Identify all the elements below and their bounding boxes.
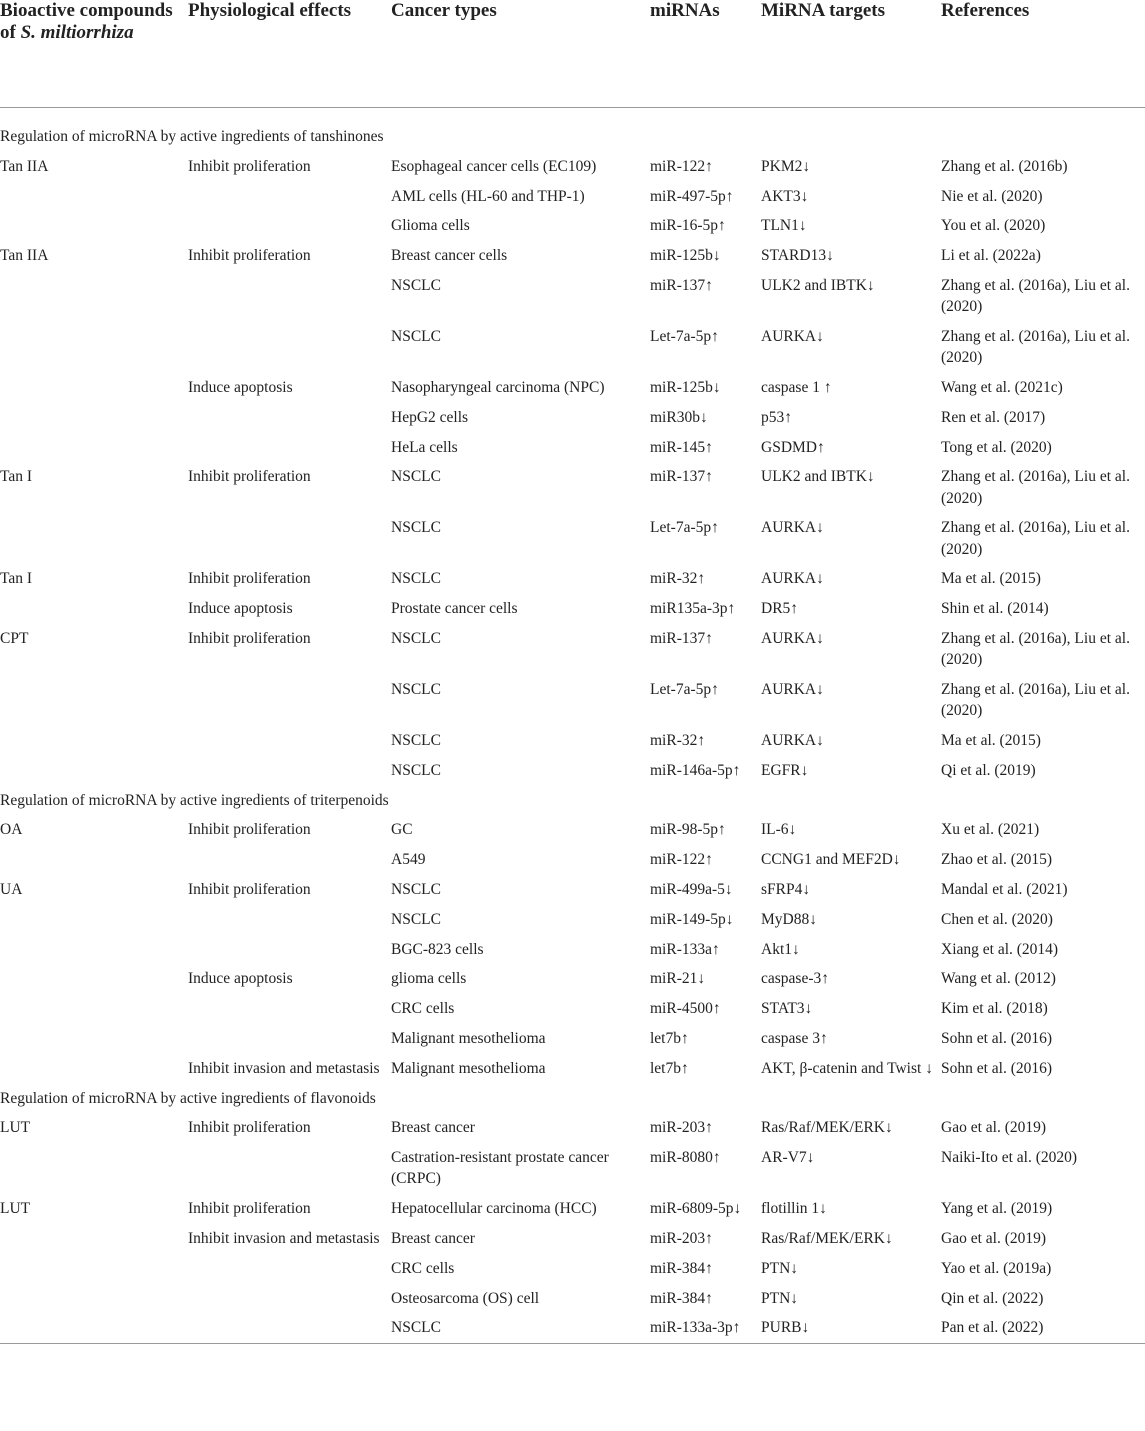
cell-reference: Mandal et al. (2021): [941, 880, 1068, 898]
header-references: References: [941, 0, 1145, 108]
cell-compound: [0, 182, 188, 212]
cell-compound: [0, 756, 188, 786]
table-row: [0, 564, 1145, 594]
cell-cancer-type: NSCLC: [391, 276, 441, 294]
cell-effect: Inhibit proliferation: [188, 570, 311, 588]
table-row: [0, 211, 1145, 241]
cell-compound: [0, 1143, 188, 1194]
cell-effect: [188, 935, 391, 965]
cell-target: EGFR↓: [761, 761, 809, 779]
cell-reference: Zhang et al. (2016a), Liu et al. (2020): [941, 327, 1130, 367]
cell-target: AURKA↓: [761, 629, 824, 647]
cell-target: Akt1↓: [761, 940, 800, 958]
cell-mirna: miR-6809-5p↓: [650, 1200, 742, 1218]
cell-effect: [188, 182, 391, 212]
cell-reference: Sohn et al. (2016): [941, 1059, 1053, 1077]
header-mirnas: miRNAs: [650, 0, 761, 108]
table-row: [0, 875, 1145, 905]
cell-reference: Xiang et al. (2014): [941, 940, 1059, 958]
cell-cancer-type: Esophageal cancer cells (EC109): [391, 157, 597, 175]
table-row: [0, 373, 1145, 403]
cell-reference: Zhao et al. (2015): [941, 851, 1053, 869]
table-row: [0, 1224, 1145, 1254]
cell-reference: Tong et al. (2020): [941, 438, 1052, 456]
cell-reference: Zhang et al. (2016a), Liu et al. (2020): [941, 519, 1130, 558]
table-row: [0, 905, 1145, 935]
cell-target: PTN↓: [761, 1259, 799, 1277]
cell-mirna: miR-384↑: [650, 1259, 713, 1277]
cell-cancer-type: Malignant mesothelioma: [391, 1029, 546, 1047]
cell-target: p53↑: [761, 408, 792, 426]
cell-effect: Inhibit proliferation: [188, 1119, 311, 1137]
section-row: [0, 1084, 1145, 1114]
cell-cancer-type: BGC-823 cells: [391, 940, 484, 958]
cell-mirna: miR-384↑: [650, 1289, 713, 1307]
cell-compound: UA: [0, 880, 23, 898]
cell-mirna: miR-146a-5p↑: [650, 761, 741, 779]
cell-effect: [188, 675, 391, 726]
cell-mirna: miR-203↑: [650, 1229, 713, 1247]
cell-mirna: miR-122↑: [650, 851, 713, 869]
cell-effect: Inhibit proliferation: [188, 629, 311, 647]
cell-effect: [188, 845, 391, 875]
cell-effect: Inhibit proliferation: [188, 880, 311, 898]
cell-compound: [0, 322, 188, 373]
cell-reference: Shin et al. (2014): [941, 600, 1049, 618]
cell-target: AURKA↓: [761, 327, 824, 345]
cell-effect: Inhibit proliferation: [188, 1200, 311, 1218]
cell-cancer-type: NSCLC: [391, 519, 441, 537]
table-row: [0, 1024, 1145, 1054]
table-row: [0, 1054, 1145, 1084]
cell-cancer-type: Breast cancer: [391, 1119, 475, 1137]
cell-target: PTN↓: [761, 1289, 799, 1307]
cell-mirna: let7b↑: [650, 1059, 689, 1077]
cell-cancer-type: Hepatocellular carcinoma (HCC): [391, 1200, 597, 1218]
cell-reference: Wang et al. (2012): [941, 970, 1056, 988]
cell-reference: Zhang et al. (2016a), Liu et al. (2020): [941, 276, 1130, 316]
cell-mirna: miR-137↑: [650, 276, 713, 294]
cell-mirna: let7b↑: [650, 1029, 689, 1047]
cell-cancer-type: Breast cancer: [391, 1229, 475, 1247]
cell-target: AURKA↓: [761, 570, 824, 588]
cell-cancer-type: NSCLC: [391, 468, 441, 486]
cell-reference: Zhang et al. (2016a), Liu et al. (2020): [941, 680, 1130, 720]
table-row: [0, 935, 1145, 965]
cell-compound: Tan I: [0, 570, 33, 588]
table-row: [0, 726, 1145, 756]
cell-reference: Gao et al. (2019): [941, 1229, 1047, 1247]
cell-cancer-type: NSCLC: [391, 327, 441, 345]
cell-compound: LUT: [0, 1200, 31, 1218]
cell-effect: [188, 1143, 391, 1194]
header-cancer-types: Cancer types: [391, 0, 650, 108]
cell-target: STAT3↓: [761, 1000, 813, 1018]
cell-mirna: miR-137↑: [650, 468, 713, 486]
cell-mirna: miR-8080↑: [650, 1149, 721, 1167]
cell-cancer-type: NSCLC: [391, 680, 441, 698]
cell-effect: [188, 756, 391, 786]
cell-cancer-type: Malignant mesothelioma: [391, 1059, 546, 1077]
section-heading: Regulation of microRNA by active ingredients of tanshinones: [0, 128, 384, 145]
cell-reference: You et al. (2020): [941, 217, 1046, 235]
cell-mirna: miR-4500↑: [650, 1000, 721, 1018]
cell-compound: Tan IIA: [0, 157, 49, 175]
section-heading: Regulation of microRNA by active ingredients of flavonoids: [0, 1089, 376, 1107]
cell-cancer-type: Breast cancer cells: [391, 247, 508, 265]
cell-reference: Kim et al. (2018): [941, 1000, 1048, 1018]
cell-effect: Induce apoptosis: [188, 970, 293, 988]
table-body: [0, 108, 1145, 1344]
cell-compound: [0, 1284, 188, 1314]
cell-reference: Zhang et al. (2016b): [941, 157, 1068, 175]
cell-compound: [0, 211, 188, 241]
cell-effect: [188, 1254, 391, 1284]
cell-effect: Inhibit invasion and metastasis: [188, 1229, 380, 1247]
cell-effect: [188, 1024, 391, 1054]
table-row: [0, 513, 1145, 564]
cell-mirna: miR-98-5p↑: [650, 821, 726, 839]
cell-target: PKM2↓: [761, 157, 811, 175]
table-row: [0, 462, 1145, 513]
cell-reference: Wang et al. (2021c): [941, 378, 1063, 396]
cell-mirna: miR-16-5p↑: [650, 217, 726, 235]
table-row: [0, 241, 1145, 271]
header-species: S. miltiorrhiza: [20, 22, 134, 43]
cell-target: caspase 1 ↑: [761, 378, 832, 396]
cell-reference: Ma et al. (2015): [941, 570, 1041, 588]
header-mirna-targets: MiRNA targets: [761, 0, 941, 108]
cell-effect: Inhibit invasion and metastasis: [188, 1059, 380, 1077]
cell-compound: [0, 1024, 188, 1054]
cell-compound: [0, 675, 188, 726]
cell-target: MyD88↓: [761, 910, 817, 928]
cell-cancer-type: A549: [391, 851, 426, 869]
table-row: [0, 322, 1145, 373]
cell-mirna: Let-7a-5p↑: [650, 680, 719, 698]
cell-compound: CPT: [0, 629, 29, 647]
cell-target: flotillin 1↓: [761, 1200, 827, 1218]
cell-cancer-type: CRC cells: [391, 1259, 455, 1277]
cell-effect: [188, 403, 391, 433]
cell-compound: [0, 994, 188, 1024]
cell-target: TLN1↓: [761, 217, 807, 235]
table-row: [0, 1113, 1145, 1143]
cell-reference: Chen et al. (2020): [941, 910, 1053, 928]
cell-effect: Induce apoptosis: [188, 378, 293, 396]
table-row: [0, 1284, 1145, 1314]
cell-effect: Inhibit proliferation: [188, 247, 311, 265]
cell-cancer-type: GC: [391, 821, 413, 839]
cell-reference: Zhang et al. (2016a), Liu et al. (2020): [941, 629, 1130, 669]
cell-mirna: miR30b↓: [650, 408, 708, 426]
cell-compound: Tan I: [0, 468, 33, 486]
cell-target: AKT, β-catenin and Twist ↓: [761, 1059, 933, 1077]
cell-mirna: miR-32↑: [650, 570, 706, 588]
cell-target: GSDMD↑: [761, 438, 825, 456]
section-row: [0, 786, 1145, 816]
cell-compound: [0, 513, 188, 564]
table-row: [0, 845, 1145, 875]
table-row: [0, 152, 1145, 182]
cell-compound: [0, 726, 188, 756]
cell-mirna: miR-149-5p↓: [650, 910, 734, 928]
cell-reference: Yao et al. (2019a): [941, 1259, 1052, 1277]
cell-reference: Li et al. (2022a): [941, 247, 1041, 265]
cell-reference: Zhang et al. (2016a), Liu et al. (2020): [941, 468, 1130, 507]
cell-compound: OA: [0, 821, 23, 839]
cell-cancer-type: Nasopharyngeal carcinoma (NPC): [391, 378, 605, 396]
cell-effect: [188, 726, 391, 756]
cell-effect: [188, 433, 391, 463]
cell-target: DR5↑: [761, 600, 799, 618]
cell-mirna: miR-137↑: [650, 629, 713, 647]
cell-compound: [0, 1313, 188, 1343]
cell-target: PURB↓: [761, 1313, 941, 1343]
cell-cancer-type: NSCLC: [391, 910, 441, 928]
cell-compound: [0, 905, 188, 935]
cell-mirna: miR-21↓: [650, 970, 706, 988]
cell-compound: [0, 935, 188, 965]
table-header: [0, 0, 1145, 108]
cell-effect: [188, 905, 391, 935]
cell-target: CCNG1 and MEF2D↓: [761, 851, 901, 869]
header-effects: Physiological effects: [188, 0, 391, 108]
cell-mirna: miR-32↑: [650, 731, 706, 749]
cell-reference: Pan et al. (2022): [941, 1313, 1145, 1343]
cell-effect: [188, 322, 391, 373]
table-row: [0, 1254, 1145, 1284]
cell-target: sFRP4↓: [761, 880, 811, 898]
cell-compound: [0, 373, 188, 403]
table-row: [0, 1194, 1145, 1224]
table-row: [0, 624, 1145, 675]
cell-reference: Ren et al. (2017): [941, 408, 1046, 426]
cell-compound: [0, 433, 188, 463]
section-row: [0, 108, 1145, 152]
cell-compound: [0, 964, 188, 994]
cell-mirna: miR-499a-5↓: [650, 880, 733, 898]
cell-cancer-type: Prostate cancer cells: [391, 600, 518, 618]
cell-mirna: miR135a-3p↑: [650, 600, 736, 618]
header-row: [0, 0, 1145, 108]
table-row: [0, 182, 1145, 212]
cell-compound: LUT: [0, 1119, 31, 1137]
cell-reference: Qin et al. (2022): [941, 1289, 1044, 1307]
table-row: [0, 1143, 1145, 1194]
cell-cancer-type: NSCLC: [391, 570, 441, 588]
cell-target: IL-6↓: [761, 821, 797, 839]
table-row: [0, 815, 1145, 845]
cell-mirna: Let-7a-5p↑: [650, 327, 719, 345]
cell-target: ULK2 and IBTK↓: [761, 468, 875, 486]
cell-effect: [188, 994, 391, 1024]
cell-compound: [0, 594, 188, 624]
cell-effect: [188, 1313, 391, 1343]
cell-cancer-type: Glioma cells: [391, 217, 470, 235]
cell-mirna: miR-122↑: [650, 157, 713, 175]
cell-cancer-type: Osteosarcoma (OS) cell: [391, 1289, 540, 1307]
cell-cancer-type: NSCLC: [391, 1313, 650, 1343]
cell-reference: Sohn et al. (2016): [941, 1029, 1053, 1047]
table-row: [0, 675, 1145, 726]
cell-mirna: Let-7a-5p↑: [650, 519, 719, 537]
cell-cancer-type: NSCLC: [391, 761, 441, 779]
cell-effect: [188, 1284, 391, 1314]
cell-cancer-type: AML cells (HL-60 and THP-1): [391, 187, 585, 205]
table-row: [0, 594, 1145, 624]
cell-target: AKT3↓: [761, 187, 809, 205]
cell-reference: Ma et al. (2015): [941, 731, 1041, 749]
cell-reference: Naiki-Ito et al. (2020): [941, 1149, 1078, 1167]
cell-reference: Qi et al. (2019): [941, 761, 1036, 779]
cell-effect: Induce apoptosis: [188, 600, 293, 618]
cell-mirna: miR-497-5p↑: [650, 187, 734, 205]
table-row: [0, 1313, 1145, 1343]
cell-target: AR-V7↓: [761, 1149, 815, 1167]
cell-reference: Gao et al. (2019): [941, 1119, 1047, 1137]
cell-cancer-type: NSCLC: [391, 880, 441, 898]
cell-target: AURKA↓: [761, 519, 824, 537]
cell-target: caspase 3↑: [761, 1029, 828, 1047]
table-row: [0, 403, 1145, 433]
table-row: [0, 964, 1145, 994]
cell-effect: [188, 271, 391, 322]
cell-target: Ras/Raf/MEK/ERK↓: [761, 1229, 893, 1247]
cell-target: Ras/Raf/MEK/ERK↓: [761, 1119, 893, 1137]
cell-target: STARD13↓: [761, 247, 834, 265]
cell-cancer-type: HeLa cells: [391, 438, 458, 456]
cell-effect: Inhibit proliferation: [188, 821, 311, 839]
cell-compound: [0, 1224, 188, 1254]
cell-mirna: miR-145↑: [650, 438, 713, 456]
cell-target: ULK2 and IBTK↓: [761, 276, 875, 294]
section-heading: Regulation of microRNA by active ingredients of triterpenoids: [0, 791, 389, 809]
cell-compound: [0, 271, 188, 322]
cell-cancer-type: CRC cells: [391, 1000, 455, 1018]
cell-mirna: miR-133a↑: [650, 940, 720, 958]
cell-reference: Xu et al. (2021): [941, 821, 1040, 839]
cell-target: caspase-3↑: [761, 970, 829, 988]
cell-cancer-type: glioma cells: [391, 970, 467, 988]
header-compound: Bioactive compounds of S. miltiorrhiza: [0, 0, 188, 108]
cell-effect: Inhibit proliferation: [188, 468, 311, 486]
table-row: [0, 271, 1145, 322]
cell-mirna: miR-203↑: [650, 1119, 713, 1137]
cell-reference: Yang et al. (2019): [941, 1200, 1053, 1218]
cell-mirna: miR-133a-3p↑: [650, 1313, 761, 1343]
cell-target: AURKA↓: [761, 680, 824, 698]
cell-cancer-type: NSCLC: [391, 731, 441, 749]
cell-mirna: miR-125b↓: [650, 378, 721, 396]
cell-effect: [188, 211, 391, 241]
cell-cancer-type: Castration-resistant prostate cancer (CRPC): [391, 1149, 609, 1188]
cell-mirna: miR-125b↓: [650, 247, 721, 265]
cell-target: AURKA↓: [761, 731, 824, 749]
cell-compound: [0, 1254, 188, 1284]
table-row: [0, 994, 1145, 1024]
cell-effect: [188, 513, 391, 564]
cell-compound: [0, 403, 188, 433]
cell-reference: Nie et al. (2020): [941, 187, 1043, 205]
cell-cancer-type: NSCLC: [391, 629, 441, 647]
cell-effect: Inhibit proliferation: [188, 157, 311, 175]
cell-compound: Tan IIA: [0, 247, 49, 265]
cell-compound: [0, 845, 188, 875]
cell-compound: [0, 1054, 188, 1084]
cell-cancer-type: HepG2 cells: [391, 408, 469, 426]
table-row: [0, 433, 1145, 463]
table-row: [0, 756, 1145, 786]
